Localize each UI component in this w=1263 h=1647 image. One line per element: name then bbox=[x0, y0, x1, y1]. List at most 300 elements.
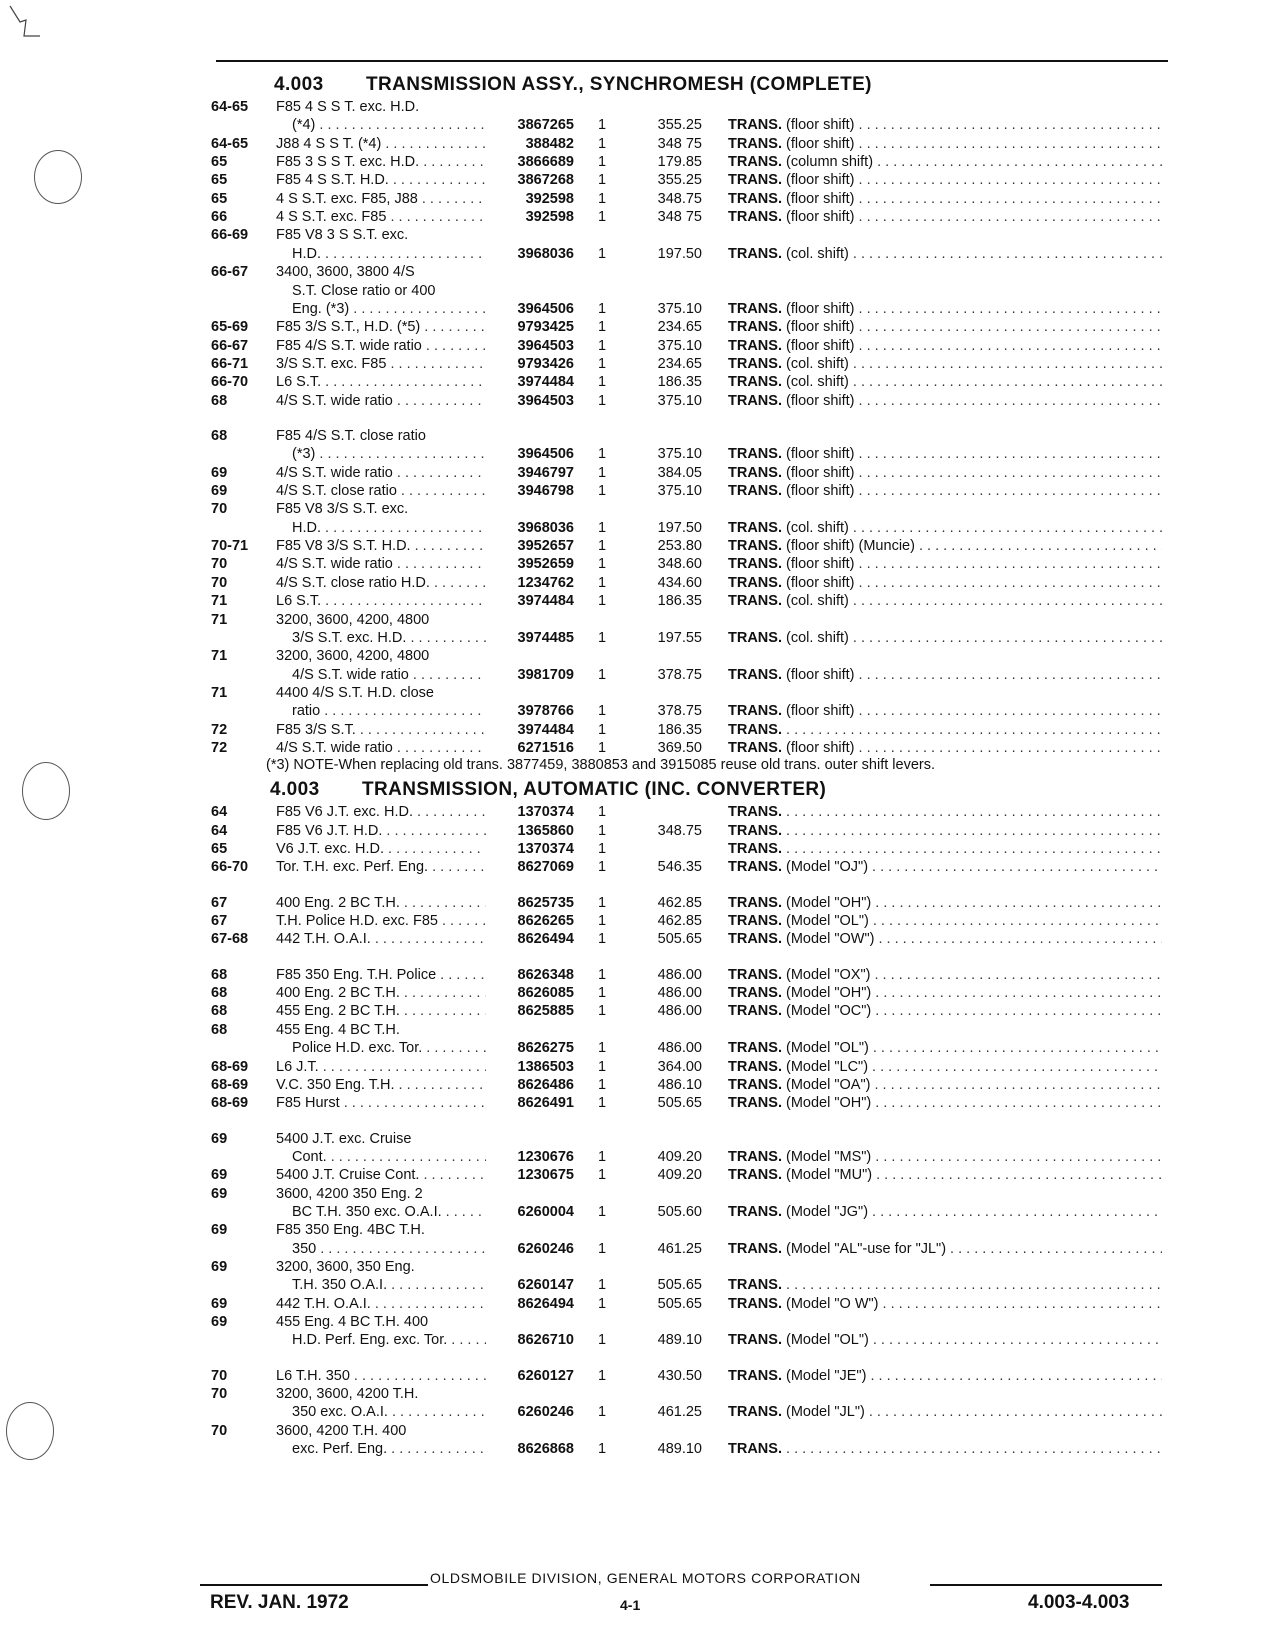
part-number: 1386503 bbox=[517, 1058, 574, 1075]
application: H.D. . . . bbox=[292, 519, 486, 538]
footer-revision: REV. JAN. 1972 bbox=[210, 1592, 349, 1613]
application: H.D. . . . bbox=[292, 245, 486, 264]
table-row bbox=[0, 1185, 1263, 1204]
description bbox=[728, 1002, 1162, 1021]
description-name: TRANS. bbox=[728, 841, 782, 857]
description-detail: (Model "OL") bbox=[786, 1332, 869, 1349]
description-name: TRANS. bbox=[728, 1295, 782, 1312]
application: F85 4/S S.T. wide ratio . . . bbox=[276, 337, 486, 356]
table-row bbox=[0, 500, 1263, 519]
application: 3200, 3600, 350 Eng. bbox=[276, 1258, 415, 1275]
section-number: 4.003 bbox=[270, 779, 320, 801]
quantity: 1 bbox=[598, 1277, 607, 1294]
table-row bbox=[0, 1422, 1263, 1441]
description-name: TRANS. bbox=[728, 966, 782, 983]
part-number: 8625885 bbox=[517, 1003, 574, 1020]
table-row bbox=[0, 1258, 1263, 1277]
description-name: TRANS. bbox=[728, 721, 782, 738]
table-row bbox=[0, 537, 1263, 556]
part-number: 392598 bbox=[525, 190, 574, 207]
quantity: 1 bbox=[598, 1332, 607, 1349]
description-detail: (Model "OL") bbox=[786, 913, 869, 929]
model-years: 64-65 bbox=[211, 99, 249, 115]
application: S.T. Close ratio or 400 bbox=[292, 282, 436, 299]
application: L6 S.T. . . . bbox=[276, 373, 486, 392]
description-name: TRANS. bbox=[728, 300, 782, 317]
model-years: 70 bbox=[211, 501, 228, 518]
description-detail: (Model "LC") bbox=[786, 1058, 869, 1075]
table-row bbox=[0, 337, 1263, 356]
description bbox=[728, 739, 1162, 758]
description-detail: (floor shift) bbox=[786, 337, 855, 354]
list-price: 486.00 bbox=[657, 966, 702, 983]
description-name: TRANS. bbox=[728, 117, 782, 134]
part-number: 8627069 bbox=[517, 859, 574, 876]
model-years: 69 bbox=[211, 1130, 228, 1147]
model-years: 72 bbox=[211, 721, 228, 738]
quantity: 1 bbox=[598, 721, 607, 738]
list-price: 186.35 bbox=[657, 593, 702, 610]
application: 400 Eng. 2 BC T.H. . . . bbox=[276, 984, 486, 1003]
application: 3200, 3600, 4200, 4800 bbox=[276, 611, 430, 628]
description bbox=[728, 1058, 1162, 1077]
description-detail: (col. shift) bbox=[786, 374, 849, 391]
list-price: 253.80 bbox=[657, 538, 702, 555]
application: L6 S.T. . . . bbox=[276, 592, 486, 611]
application: T.H. Police H.D. exc. F85 . . . bbox=[276, 912, 486, 931]
description bbox=[728, 1039, 1162, 1058]
part-number: 1365860 bbox=[517, 822, 574, 839]
description-name: TRANS. bbox=[728, 1167, 782, 1184]
list-price: 375.10 bbox=[657, 483, 702, 499]
application: 455 Eng. 4 BC T.H. 400 bbox=[276, 1314, 429, 1330]
table-row bbox=[0, 840, 1263, 859]
description-detail: (floor shift) bbox=[786, 464, 855, 481]
quantity: 1 bbox=[598, 985, 607, 1002]
quantity: 1 bbox=[598, 392, 607, 409]
description bbox=[728, 1076, 1162, 1095]
application: 3200, 3600, 4200 T.H. bbox=[276, 1386, 419, 1402]
description-name: TRANS. bbox=[728, 1367, 782, 1384]
quantity: 1 bbox=[598, 190, 607, 207]
part-number: 1234762 bbox=[517, 574, 574, 591]
description-name: TRANS. bbox=[728, 519, 782, 536]
model-years: 70 bbox=[211, 1422, 228, 1439]
part-number: 3952659 bbox=[517, 556, 574, 573]
description bbox=[728, 574, 1162, 593]
part-number: 8626348 bbox=[517, 966, 574, 983]
description-name: TRANS. bbox=[728, 703, 782, 720]
list-price: 461.25 bbox=[657, 1240, 702, 1257]
description bbox=[728, 135, 1162, 154]
application: F85 V8 3/S S.T. exc. bbox=[276, 501, 409, 518]
description-detail: (Model "MU") bbox=[786, 1167, 873, 1184]
table-row bbox=[0, 592, 1263, 611]
description-name: TRANS. bbox=[728, 556, 782, 573]
model-years: 69 bbox=[211, 483, 228, 499]
quantity: 1 bbox=[598, 913, 607, 929]
table-row bbox=[0, 318, 1263, 337]
description-name: TRANS. bbox=[728, 172, 782, 189]
description-detail: (floor shift) (Muncie) bbox=[786, 538, 915, 555]
application: 5400 J.T. exc. Cruise bbox=[276, 1130, 412, 1147]
part-number: 3946798 bbox=[517, 483, 574, 499]
description bbox=[728, 1331, 1162, 1350]
list-price: 375.10 bbox=[657, 300, 702, 317]
list-price: 505.65 bbox=[657, 1277, 702, 1294]
application: 4/S S.T. wide ratio . . . bbox=[292, 666, 486, 685]
description-name: TRANS. bbox=[728, 1240, 782, 1257]
table-row bbox=[0, 1094, 1263, 1113]
application: Tor. T.H. exc. Perf. Eng. . . . bbox=[276, 858, 486, 877]
description-name: TRANS. bbox=[728, 1148, 782, 1165]
application: 4/S S.T. wide ratio . . . bbox=[276, 392, 486, 411]
application: Police H.D. exc. Tor. . . . bbox=[292, 1039, 486, 1058]
model-years: 67 bbox=[211, 894, 228, 911]
model-years: 71 bbox=[211, 648, 228, 665]
description-name: TRANS. bbox=[728, 1277, 782, 1294]
part-number: 3968036 bbox=[517, 519, 574, 536]
corner-mark bbox=[4, 2, 44, 42]
table-row bbox=[0, 482, 1263, 501]
description-name: TRANS. bbox=[728, 666, 782, 683]
application: (*3) . . . bbox=[292, 445, 486, 464]
list-price: 197.50 bbox=[657, 245, 702, 262]
model-years: 66-67 bbox=[211, 337, 249, 354]
list-price: 378.75 bbox=[657, 703, 702, 720]
list-price: 489.10 bbox=[657, 1441, 702, 1458]
part-number: 3952657 bbox=[517, 538, 574, 555]
table-row bbox=[0, 245, 1263, 264]
table-row bbox=[0, 555, 1263, 574]
description-detail: (floor shift) bbox=[786, 446, 855, 463]
application: (*4) . . . bbox=[292, 116, 486, 135]
table-row bbox=[0, 647, 1263, 666]
model-years: 68 bbox=[211, 966, 228, 983]
description-name: TRANS. bbox=[728, 483, 782, 499]
model-years: 68 bbox=[211, 428, 228, 444]
quantity: 1 bbox=[598, 319, 607, 336]
section-title bbox=[274, 74, 872, 96]
part-number: 3964506 bbox=[517, 446, 574, 463]
description-detail: (floor shift) bbox=[786, 666, 855, 683]
quantity: 1 bbox=[598, 931, 607, 948]
quantity: 1 bbox=[598, 154, 607, 170]
description-detail: (col. shift) bbox=[786, 519, 849, 536]
table-row bbox=[0, 894, 1263, 913]
description-detail: (floor shift) bbox=[786, 739, 855, 756]
quantity: 1 bbox=[598, 1167, 607, 1184]
application: 3200, 3600, 4200, 4800 bbox=[276, 648, 430, 665]
table-row bbox=[0, 1440, 1263, 1459]
description-detail: (Model "OH") bbox=[786, 894, 872, 911]
description bbox=[728, 208, 1162, 227]
application: F85 4 S S.T. H.D. . . . bbox=[276, 171, 486, 190]
part-number: 8626491 bbox=[517, 1095, 574, 1112]
part-number: 3867265 bbox=[517, 117, 574, 134]
model-years: 64-65 bbox=[211, 135, 249, 152]
quantity: 1 bbox=[598, 117, 607, 134]
part-number: 3981709 bbox=[517, 666, 574, 683]
part-number: 3974484 bbox=[517, 374, 574, 391]
description-detail: (floor shift) bbox=[786, 483, 855, 499]
table-row bbox=[0, 912, 1263, 931]
description-name: TRANS. bbox=[728, 894, 782, 911]
footer-rule-right bbox=[930, 1584, 1162, 1586]
description-name: TRANS. bbox=[728, 629, 782, 646]
quantity: 1 bbox=[598, 1441, 607, 1458]
description bbox=[728, 171, 1162, 190]
list-price: 489.10 bbox=[657, 1332, 702, 1349]
quantity: 1 bbox=[598, 703, 607, 720]
description-name: TRANS. bbox=[728, 392, 782, 409]
application: 3/S S.T. exc. F85 . . . bbox=[276, 355, 486, 374]
model-years: 65 bbox=[211, 154, 228, 170]
description bbox=[728, 318, 1162, 337]
part-number: 3946797 bbox=[517, 464, 574, 481]
part-number: 6260127 bbox=[517, 1367, 574, 1384]
model-years: 71 bbox=[211, 684, 228, 701]
description-detail: (Model "OC") bbox=[786, 1003, 872, 1020]
description-detail: (floor shift) bbox=[786, 135, 855, 152]
description bbox=[728, 912, 1162, 931]
part-number: 3978766 bbox=[517, 703, 574, 720]
model-years: 69 bbox=[211, 1167, 228, 1184]
quantity: 1 bbox=[598, 538, 607, 555]
table-row bbox=[0, 1002, 1263, 1021]
description bbox=[728, 245, 1162, 264]
quantity: 1 bbox=[598, 1404, 607, 1421]
list-price: 186.35 bbox=[657, 374, 702, 391]
description-detail: (col. shift) bbox=[786, 245, 849, 262]
table-row bbox=[0, 1385, 1263, 1404]
list-price: 186.35 bbox=[657, 721, 702, 738]
description bbox=[728, 1440, 1162, 1459]
part-number: 8625735 bbox=[517, 894, 574, 911]
quantity: 1 bbox=[598, 1203, 607, 1220]
part-number: 3964506 bbox=[517, 300, 574, 317]
table-row bbox=[0, 822, 1263, 841]
model-years: 66-70 bbox=[211, 374, 249, 391]
application: 4 S S.T. exc. F85 . . . bbox=[276, 208, 486, 227]
list-price: 505.65 bbox=[657, 931, 702, 948]
table-row bbox=[0, 355, 1263, 374]
application: F85 4/S S.T. close ratio bbox=[276, 428, 426, 444]
part-number: 6260147 bbox=[517, 1277, 574, 1294]
table-row bbox=[0, 226, 1263, 245]
application: L6 J.T. . . . bbox=[276, 1058, 486, 1077]
quantity: 1 bbox=[598, 245, 607, 262]
list-price: 179.85 bbox=[657, 154, 702, 170]
description bbox=[728, 803, 1162, 822]
list-price: 234.65 bbox=[657, 355, 702, 372]
list-price: 375.10 bbox=[657, 446, 702, 463]
part-number: 1370374 bbox=[517, 841, 574, 857]
list-price: 197.55 bbox=[657, 629, 702, 646]
model-years: 65 bbox=[211, 172, 228, 189]
description-name: TRANS. bbox=[728, 822, 782, 839]
model-years: 66-70 bbox=[211, 859, 249, 876]
application: ratio . . . bbox=[292, 702, 486, 721]
description bbox=[728, 1094, 1162, 1113]
application: J88 4 S S T. (*4) . . . bbox=[276, 135, 486, 154]
description bbox=[728, 702, 1162, 721]
application: F85 3/S S.T., H.D. (*5) . . . bbox=[276, 318, 486, 337]
application: F85 350 Eng. 4BC T.H. bbox=[276, 1222, 425, 1239]
part-number: 8626494 bbox=[517, 931, 574, 948]
application: F85 V6 J.T. H.D. . . . bbox=[276, 822, 486, 841]
quantity: 1 bbox=[598, 519, 607, 536]
part-number: 3974485 bbox=[517, 629, 574, 646]
list-price: 505.65 bbox=[657, 1295, 702, 1312]
quantity: 1 bbox=[598, 666, 607, 683]
application: 3400, 3600, 3800 4/S bbox=[276, 264, 415, 281]
description bbox=[728, 373, 1162, 392]
model-years: 69 bbox=[211, 1185, 228, 1202]
description-name: TRANS. bbox=[728, 337, 782, 354]
quantity: 1 bbox=[598, 894, 607, 911]
list-price: 234.65 bbox=[657, 319, 702, 336]
table-row bbox=[0, 966, 1263, 985]
description-name: TRANS. bbox=[728, 1441, 782, 1458]
description-detail: (floor shift) bbox=[786, 392, 855, 409]
model-years: 70 bbox=[211, 1386, 228, 1402]
top-rule bbox=[216, 60, 1168, 62]
part-number: 3974484 bbox=[517, 721, 574, 738]
table-row bbox=[0, 190, 1263, 209]
application: V6 J.T. exc. H.D. . . . bbox=[276, 840, 486, 859]
table-row bbox=[0, 702, 1263, 721]
quantity: 1 bbox=[598, 1003, 607, 1020]
application: 442 T.H. O.A.I. . . . bbox=[276, 930, 486, 949]
table-row bbox=[0, 684, 1263, 703]
table-row bbox=[0, 1367, 1263, 1386]
list-price: 348.75 bbox=[657, 190, 702, 207]
table-row bbox=[0, 1295, 1263, 1314]
part-number: 8626710 bbox=[517, 1332, 574, 1349]
model-years: 69 bbox=[211, 464, 228, 481]
application: V.C. 350 Eng. T.H. . . . bbox=[276, 1076, 486, 1095]
table-row bbox=[0, 1148, 1263, 1167]
table-row bbox=[0, 930, 1263, 949]
quantity: 1 bbox=[598, 966, 607, 983]
application: 350 . . . bbox=[292, 1240, 486, 1259]
quantity: 1 bbox=[598, 1058, 607, 1075]
part-number: 392598 bbox=[525, 209, 574, 226]
table-row bbox=[0, 1058, 1263, 1077]
description-name: TRANS. bbox=[728, 464, 782, 481]
application: 4/S S.T. wide ratio . . . bbox=[276, 739, 486, 758]
section-heading: TRANSMISSION ASSY., SYNCHROMESH (COMPLETE) bbox=[366, 74, 872, 95]
application: F85 V8 3 S S.T. exc. bbox=[276, 227, 409, 244]
model-years: 67-68 bbox=[211, 931, 249, 948]
quantity: 1 bbox=[598, 337, 607, 354]
table-row bbox=[0, 1403, 1263, 1422]
model-years: 67 bbox=[211, 913, 228, 929]
model-years: 65 bbox=[211, 190, 228, 207]
model-years: 68-69 bbox=[211, 1076, 249, 1093]
list-price: 486.00 bbox=[657, 985, 702, 1002]
quantity: 1 bbox=[598, 629, 607, 646]
quantity: 1 bbox=[598, 446, 607, 463]
description-name: TRANS. bbox=[728, 1076, 782, 1093]
application: L6 T.H. 350 . . . bbox=[276, 1367, 486, 1386]
description-detail: (Model "JE") bbox=[786, 1367, 867, 1384]
footer-rule-left bbox=[200, 1584, 428, 1586]
list-price: 355.25 bbox=[657, 117, 702, 134]
part-number: 8626275 bbox=[517, 1040, 574, 1057]
description bbox=[728, 966, 1162, 985]
table-row bbox=[0, 445, 1263, 464]
quantity: 1 bbox=[598, 822, 607, 839]
description bbox=[728, 1240, 1162, 1259]
application: 455 Eng. 2 BC T.H. . . . bbox=[276, 1002, 486, 1021]
list-price: 378.75 bbox=[657, 666, 702, 683]
description-detail: (floor shift) bbox=[786, 319, 855, 336]
model-years: 64 bbox=[211, 804, 228, 821]
table-row bbox=[0, 1130, 1263, 1149]
model-years: 68 bbox=[211, 985, 228, 1002]
table-row bbox=[0, 1313, 1263, 1332]
model-years: 70-71 bbox=[211, 538, 249, 555]
table-row bbox=[0, 666, 1263, 685]
list-price: 430.50 bbox=[657, 1367, 702, 1384]
list-price: 505.65 bbox=[657, 1095, 702, 1112]
description-detail: (Model "OX") bbox=[786, 966, 871, 983]
list-price: 409.20 bbox=[657, 1148, 702, 1165]
part-number: 1230675 bbox=[517, 1167, 574, 1184]
application: 442 T.H. O.A.I. . . . bbox=[276, 1295, 486, 1314]
model-years: 68 bbox=[211, 392, 228, 409]
description-name: TRANS. bbox=[728, 859, 782, 876]
model-years: 68-69 bbox=[211, 1058, 249, 1075]
table-row bbox=[0, 153, 1263, 172]
quantity: 1 bbox=[598, 1240, 607, 1257]
part-number: 6260246 bbox=[517, 1404, 574, 1421]
list-price: 348.75 bbox=[657, 822, 702, 839]
application: 3600, 4200 T.H. 400 bbox=[276, 1422, 407, 1439]
part-number: 388482 bbox=[525, 135, 574, 152]
model-years: 71 bbox=[211, 593, 228, 610]
description bbox=[728, 1295, 1162, 1314]
model-years: 66-69 bbox=[211, 227, 249, 244]
description-detail: (floor shift) bbox=[786, 574, 855, 591]
part-number: 6271516 bbox=[517, 739, 574, 756]
description-name: TRANS. bbox=[728, 574, 782, 591]
description-name: TRANS. bbox=[728, 154, 782, 170]
quantity: 1 bbox=[598, 593, 607, 610]
part-number: 9793426 bbox=[517, 355, 574, 372]
table-row bbox=[0, 116, 1263, 135]
list-price: 546.35 bbox=[657, 859, 702, 876]
application: F85 350 Eng. T.H. Police . . . bbox=[276, 966, 486, 985]
description bbox=[728, 300, 1162, 319]
quantity: 1 bbox=[598, 1148, 607, 1165]
part-number: 1370374 bbox=[517, 804, 574, 821]
description-detail: (Model "OW") bbox=[786, 931, 875, 948]
quantity: 1 bbox=[598, 483, 607, 499]
model-years: 69 bbox=[211, 1295, 228, 1312]
part-number: 6260246 bbox=[517, 1240, 574, 1257]
quantity: 1 bbox=[598, 374, 607, 391]
table-row bbox=[0, 300, 1263, 319]
table-row bbox=[0, 1021, 1263, 1040]
description bbox=[728, 1148, 1162, 1167]
description bbox=[728, 1403, 1162, 1422]
description-name: TRANS. bbox=[728, 1003, 782, 1020]
application: T.H. 350 O.A.I. . . . bbox=[292, 1276, 486, 1295]
quantity: 1 bbox=[598, 739, 607, 756]
